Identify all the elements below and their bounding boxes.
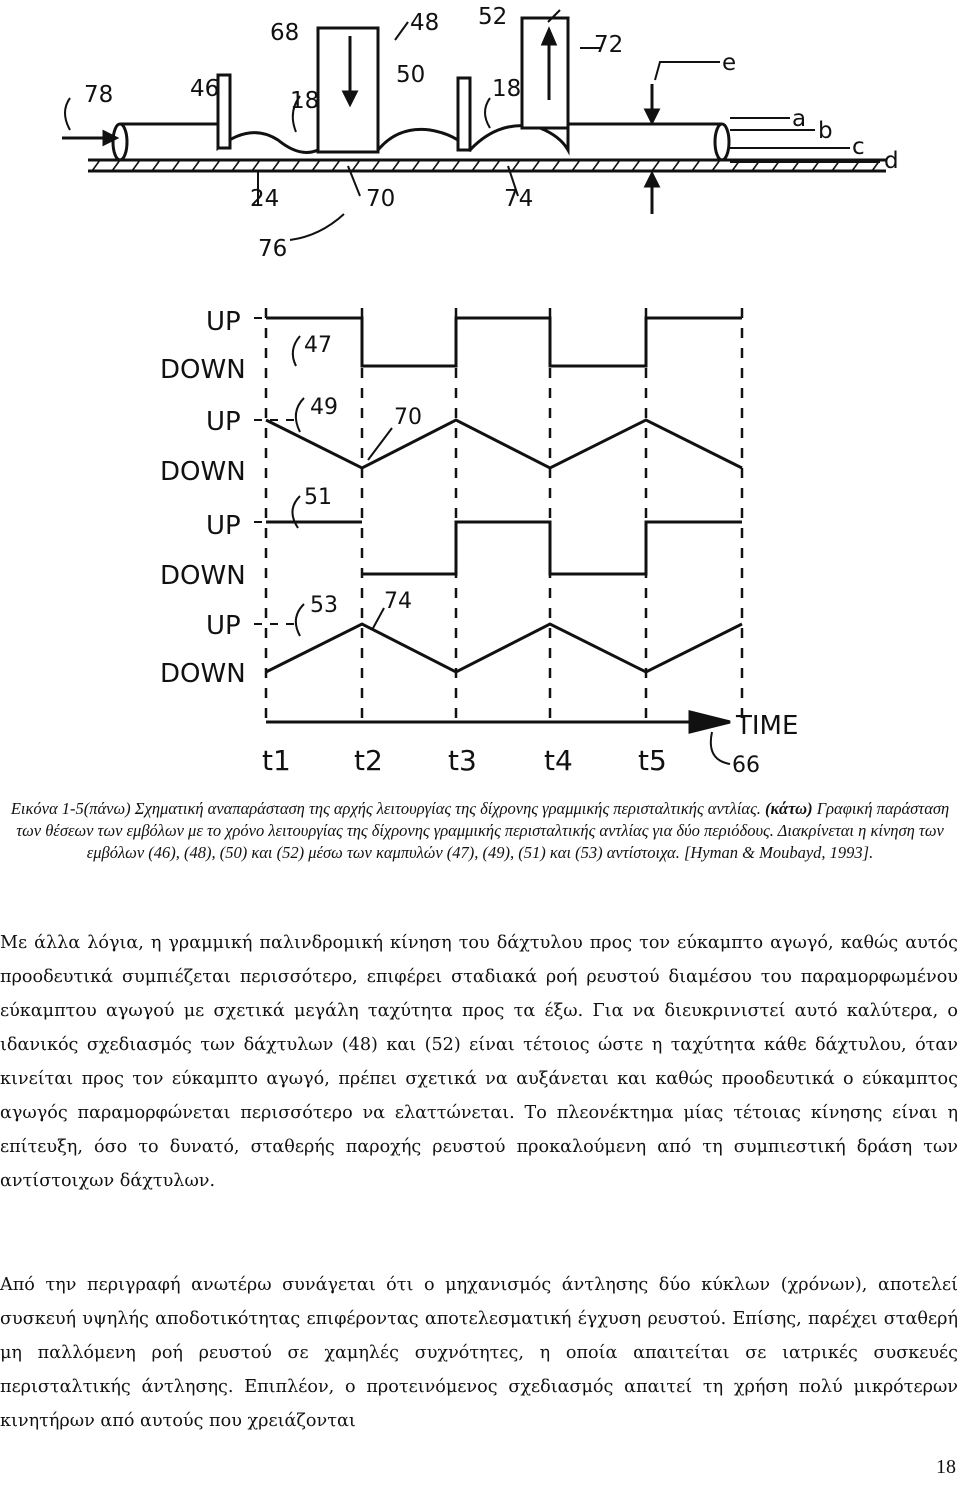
curve-label-70: 70: [394, 405, 422, 430]
label-70: 70: [366, 186, 396, 212]
level-label-3: UP: [206, 407, 241, 437]
caption-bottom-text: Γραφική παράσταση των θέσεων των εμβόλων με το χρόνο λειτουργίας της δίχρονης γραμμικής περισταλτικής αντλίας για δύο περιόδους. Διακρίνεται η κίνηση των εμβόλων (46), (48), (50) και (52) μέσω των καμπυλών (47), (49), (51) και (53) αντίστοιχα. [Hyman & Moubayd, 1993].: [16, 799, 950, 862]
finger-50: [458, 78, 470, 150]
leader-18b: [485, 98, 490, 128]
curve-47: [266, 318, 742, 366]
caption-top-tag: (πάνω): [83, 799, 131, 818]
label-24: 24: [250, 186, 280, 212]
label-48: 48: [410, 10, 440, 36]
label-18b: 18: [492, 76, 522, 102]
level-label-7: UP: [206, 611, 241, 641]
level-guides: [254, 318, 362, 624]
caption-top-text: Σχηματική αναπαράσταση της αρχής λειτουργίας της δίχρονης γραμμικής περισταλτικής αντλίας.: [130, 799, 761, 818]
leader-76: [290, 214, 344, 240]
tick-t2: t2: [354, 744, 383, 777]
label-e: e: [722, 50, 737, 76]
caption-bottom-tag: (κάτω): [765, 799, 813, 818]
label-c: c: [852, 134, 865, 160]
curve-label-49: 49: [310, 395, 338, 420]
leader-e: [655, 62, 720, 80]
level-label-5: UP: [206, 511, 241, 541]
tick-t1: t1: [262, 744, 291, 777]
label-d: d: [884, 148, 899, 174]
curve-label-74: 74: [384, 589, 412, 614]
label-74: 74: [504, 186, 534, 212]
leader-48: [395, 22, 408, 40]
finger-46: [218, 75, 230, 148]
label-52: 52: [478, 4, 508, 30]
label-76: 76: [258, 236, 288, 262]
label-68: 68: [270, 20, 300, 46]
force-arrow-e-head: [646, 110, 658, 122]
tube-top-wall: [120, 124, 722, 152]
label-72: 72: [594, 32, 624, 58]
leader-47: [293, 336, 300, 366]
leader-78: [65, 98, 70, 130]
leader-66: [711, 732, 730, 764]
curve-53: [266, 624, 742, 672]
curve-51: [266, 522, 742, 574]
curve-label-53: 53: [310, 593, 338, 618]
body-paragraph-2: Από την περιγραφή ανωτέρω συνάγεται ότι ο μηχανισμός άντλησης δύο κύκλων (χρόνων), αποτελεί συσκευή υψηλής αποδοτικότητας επιφέροντας αποτελεσματική έγχυση ρευστού. Επίσης, παρέχει σταθερή μη παλλόμενη ροή ρευστού σε χαμηλές συχνότητες, η οποία απαιτείται σε ιατρικές συσκευές περισταλτικής άντλησης. Επιπλέον, ο προτεινόμενος σχεδιασμός απαιτεί τη χρήση πολύ μικρότερων κινητήρων από αυτούς που χρειάζονται: [0, 1275, 958, 1431]
time-axis-ref: 66: [732, 753, 760, 778]
curve-label-51: 51: [304, 485, 332, 510]
time-axis-arrowhead: [690, 712, 730, 732]
tick-t5: t5: [638, 744, 667, 777]
pump-schematic: [62, 10, 886, 240]
leader-74b: [372, 608, 384, 630]
curve-label-47: 47: [304, 333, 332, 358]
level-label-1: UP: [206, 307, 241, 337]
tick-t4: t4: [544, 744, 573, 777]
tick-t3: t3: [448, 744, 477, 777]
label-b: b: [818, 118, 833, 144]
finger-48: [318, 28, 378, 152]
leader-49: [296, 398, 304, 432]
level-label-6: DOWN: [160, 561, 246, 591]
level-label-4: DOWN: [160, 457, 246, 487]
force-arrow-bottom-head: [646, 174, 658, 186]
level-label-2: DOWN: [160, 355, 246, 385]
body-paragraph-1: Με άλλα λόγια, η γραμμική παλινδρομική κίνηση του δάχτυλου προς τον εύκαμπτο αγωγό, καθώς αυτός προοδευτικά συμπιέζεται περισσότερο, επιφέρει σταδιακά ροή ρευστού διαμέσου του παραμορφωμένου εύκαμπτου αγωγού με σχετικά μεγάλη ταχύτητα προς τα έξω. Για να διευκρινιστεί αυτό καλύτερα, ο ιδανικός σχεδιασμός των δάχτυλων (48) και (52) είναι τέτοιος ώστε η ταχύτητα κάθε δάχτυλου, όταν κινείται προς τον εύκαμπτο αγωγό, πρέπει σχετικά να αυξάνεται και καθώς προοδευτικά ο εύκαμπτος αγωγός παραμορφώνεται περισσότερο να ελαττώνεται. Το πλεονέκτημα μίας τέτοιας κίνησης είναι η επίτευξη, όσο το δυνατό, σταθερής παροχής ρευστού προκαλούμενη από τη συμπιεστική δράση των αντίστοιχων δάχτυλων.: [0, 933, 958, 1191]
label-78: 78: [84, 82, 114, 108]
label-a: a: [792, 106, 807, 132]
caption-label: Εικόνα 1-5: [10, 799, 84, 818]
time-axis-label: TIME: [736, 711, 799, 741]
label-18a: 18: [290, 88, 320, 114]
leader-53: [296, 604, 304, 636]
timing-diagram: [254, 308, 742, 764]
label-46: 46: [190, 76, 220, 102]
finger-52: [522, 18, 568, 128]
page-number: 18: [936, 1456, 956, 1478]
tube-inlet-end: [113, 124, 127, 160]
figure-caption: [8, 798, 952, 864]
level-label-8: DOWN: [160, 659, 246, 689]
tube-outlet-end: [715, 124, 729, 160]
label-50: 50: [396, 62, 426, 88]
timing-labels: [160, 307, 798, 778]
curve-49: [266, 420, 742, 468]
